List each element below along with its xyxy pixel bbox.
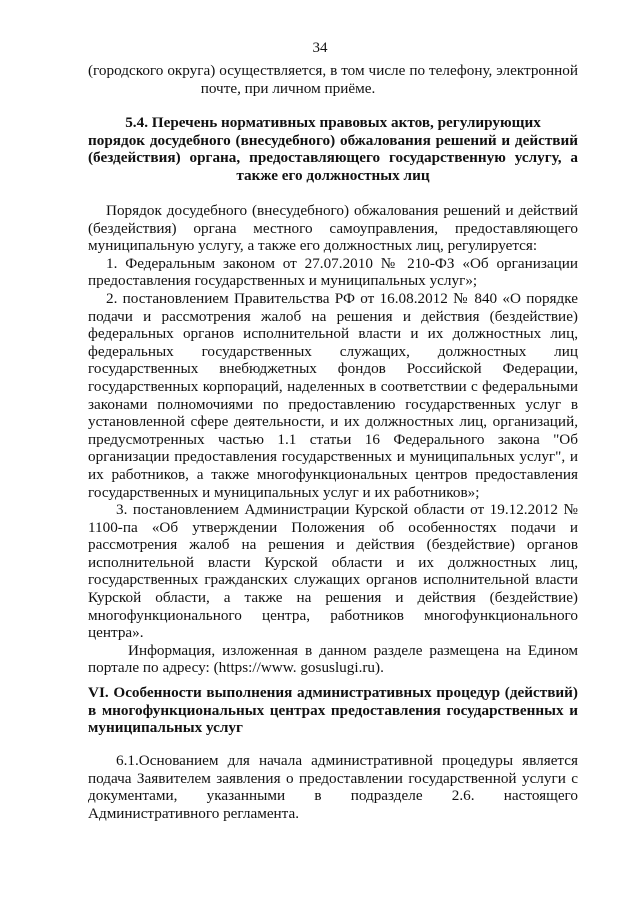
section-5-4-heading	[88, 114, 578, 184]
text-line: (бездействия) органа местного самоуправления, предоставляющего	[88, 219, 578, 237]
text-line: организации предоставления государственных и муниципальных услуг", и	[88, 448, 578, 466]
heading-line: 5.4. Перечень нормативных правовых актов, регулирующих	[125, 114, 541, 131]
text-line: их работников, а также многофункциональных центров предоставления	[88, 465, 578, 483]
text-line: подача Заявителем заявления о предоставлении государственной услуги с	[88, 769, 578, 787]
text-line: почте, при личном приёме.	[200, 79, 376, 97]
list-item-2: 2. постановлением Правительства РФ от 16.08.2012 № 840 «О порядке	[106, 289, 578, 307]
portal-address-line: портале по адресу: (https://www. gosuslugi.ru).	[88, 659, 384, 677]
list-item-3: 3. постановлением Администрации Курской области от 19.12.2012 №	[116, 501, 578, 519]
text-line: Административного регламента.	[88, 804, 300, 822]
text-line: муниципальную услугу, а также его должностных лиц, регулируется:	[88, 237, 538, 255]
section-6-body	[88, 752, 578, 822]
text-line: Курской области, а также на решения и действия (бездействие)	[88, 589, 578, 607]
text-line: государственных и муниципальных услуг и их работников»;	[88, 483, 480, 501]
heading-line: VI. Особенности выполнения административных процедур (действий)	[88, 684, 578, 701]
text-line: многофункционального центра, работников многофункционального	[88, 606, 578, 624]
text-line: законами полномочиями по предоставлению государственных услуг в	[88, 395, 578, 413]
section-5-4-body	[88, 202, 578, 677]
text-line: Порядок досудебного (внесудебного) обжалования решений и действий	[106, 202, 578, 219]
text-line: установленной сфере деятельности, и их должностных лиц, организаций,	[88, 413, 578, 431]
text-line: государственных гражданских служащих органов исполнительной власти	[88, 571, 578, 589]
text-line: федеральных органов исполнительной власти и их должностных лиц,	[88, 325, 578, 343]
heading-line: муниципальных услуг	[88, 719, 243, 737]
text-line: предусмотренных частью 1.1 статьи 16 Федерального закона "Об	[88, 430, 578, 448]
text-line: 1100-па «Об утверждении Положения об особенностях подачи и	[88, 518, 578, 536]
text-line: 6.1.Основанием для начала административной процедуры является	[116, 752, 578, 769]
intro-paragraph	[88, 62, 578, 97]
text-line: (городского округа) осуществляется, в том числе по телефону, электронной	[88, 62, 578, 79]
text-line: документами, указанными в подразделе 2.6. настоящего	[88, 787, 578, 805]
text-line: центра».	[88, 624, 144, 642]
list-item-1: 1. Федеральным законом от 27.07.2010 № 210-ФЗ «Об организации	[106, 254, 578, 272]
heading-line: в многофункциональных центрах предоставления государственных и	[88, 701, 578, 719]
text-line: федеральных государственных служащих, должностных лиц	[88, 342, 578, 360]
text-line: рассмотрения жалоб на решения и действия (бездействие) органов	[88, 536, 578, 554]
heading-line: также его должностных лиц	[236, 166, 430, 184]
text-line: государственных внебюджетных фондов Российской Федерации,	[88, 360, 578, 378]
text-line: исполнительной власти Курской области и их должностных лиц,	[88, 553, 578, 571]
text-line: государственных корпораций, наделенных в соответствии с федеральными	[88, 377, 578, 395]
section-6-heading	[88, 684, 578, 737]
text-line: предоставления государственных и муниципальных услуг»;	[88, 272, 478, 290]
info-line: Информация, изложенная в данном разделе размещена на Едином	[128, 641, 578, 659]
page-number: 34	[312, 40, 328, 56]
heading-line: (бездействия) органа, предоставляющего государственную услугу, а	[88, 149, 578, 167]
heading-line: порядок досудебного (внесудебного) обжалования решений и действий	[88, 131, 578, 149]
text-line: подачи и рассмотрения жалоб на решения и действия (бездействие)	[88, 307, 578, 325]
